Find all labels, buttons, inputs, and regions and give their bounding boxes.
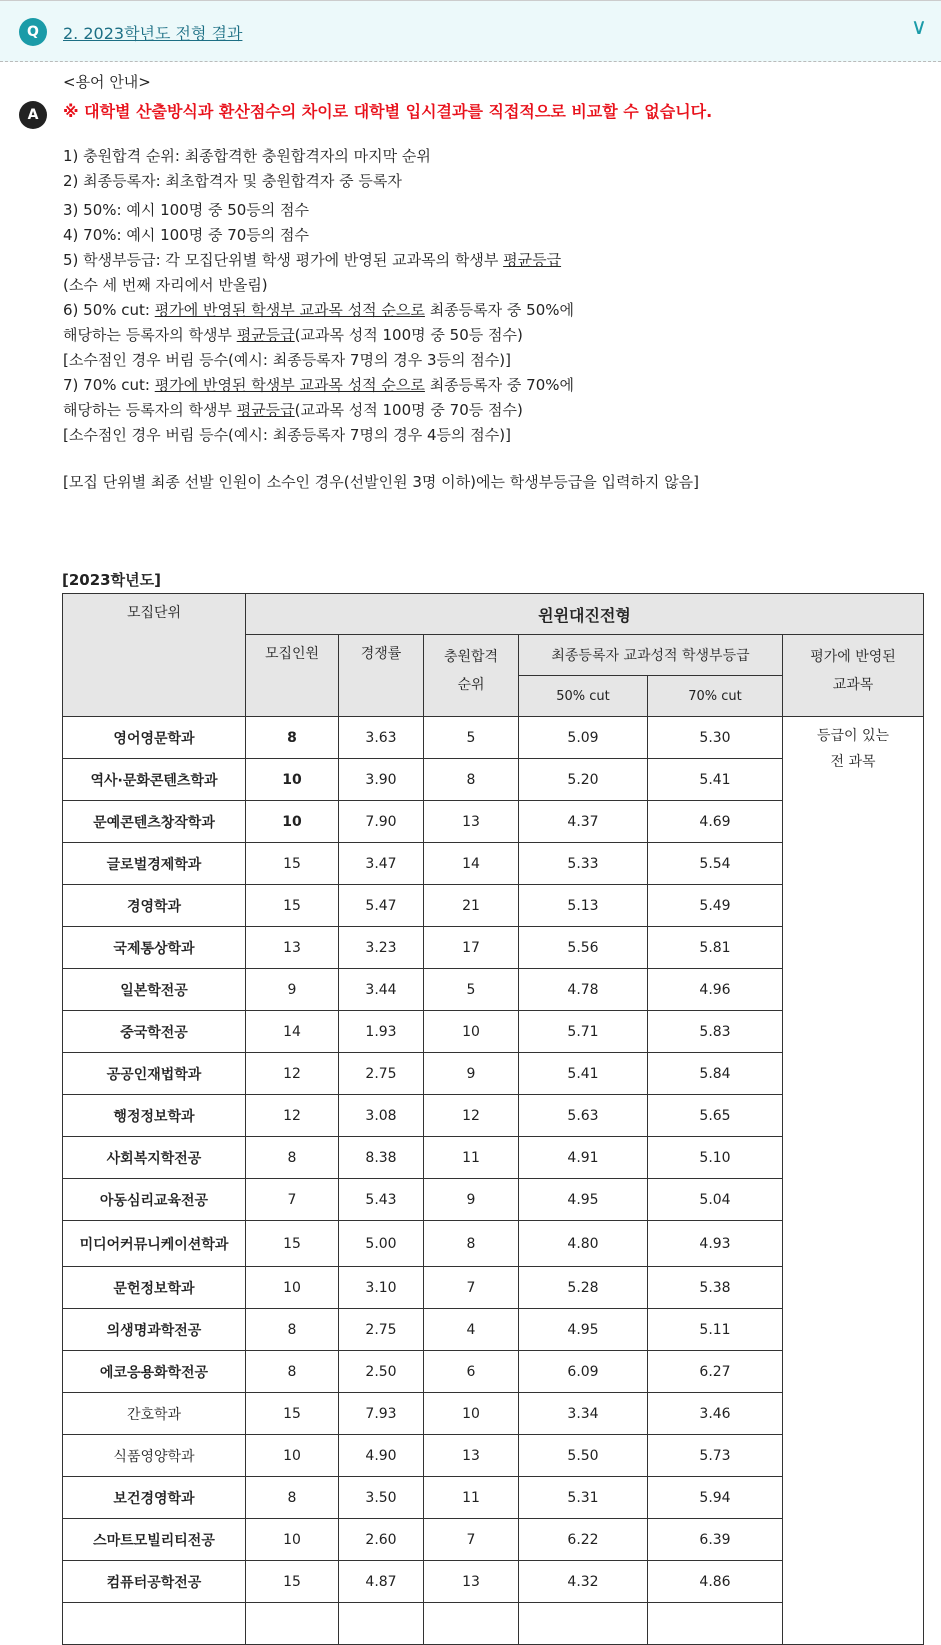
cut50-cell: 6.22 [519, 1519, 648, 1561]
rank-cell: 13 [424, 1561, 519, 1603]
unit-cell: 문헌정보학과 [63, 1267, 246, 1309]
count-cell: 10 [246, 801, 339, 843]
rank-cell: 13 [424, 801, 519, 843]
t: 해당하는 등록자의 학생부 [63, 326, 237, 344]
question-title-link[interactable]: 2. 2023학년도 전형 결과 [63, 24, 243, 43]
count-cell: 10 [246, 1519, 339, 1561]
count-cell: 9 [246, 969, 339, 1011]
cut70-cell: 3.46 [648, 1393, 783, 1435]
rank-cell: 11 [424, 1477, 519, 1519]
cut50-cell [519, 1603, 648, 1645]
t: 최종등록자 중 50%에 [424, 301, 574, 319]
t: 7) 70% cut: [63, 376, 155, 394]
rate-cell: 3.50 [339, 1477, 424, 1519]
th-unit: 모집단위 [63, 594, 246, 717]
unit-cell: 사회복지학전공 [63, 1137, 246, 1179]
cut70-cell: 5.84 [648, 1053, 783, 1095]
count-cell: 12 [246, 1053, 339, 1095]
cut50-cell: 5.41 [519, 1053, 648, 1095]
subject-cell [783, 717, 924, 1645]
cut70-cell: 5.81 [648, 927, 783, 969]
cut50-cell: 5.63 [519, 1095, 648, 1137]
cut70-cell [648, 1603, 783, 1645]
rate-cell: 1.93 [339, 1011, 424, 1053]
unit-cell: 일본학전공 [63, 969, 246, 1011]
line: 1) 충원합격 순위: 최종합격한 충원합격자의 마지막 순위 [63, 147, 431, 165]
cut70-cell: 4.93 [648, 1221, 783, 1267]
rate-cell: 2.75 [339, 1309, 424, 1351]
table-row [63, 717, 924, 759]
cut70-cell: 4.96 [648, 969, 783, 1011]
cut50-cell: 4.95 [519, 1309, 648, 1351]
rate-cell: 2.75 [339, 1053, 424, 1095]
rate-cell: 3.90 [339, 759, 424, 801]
cut50-cell: 5.20 [519, 759, 648, 801]
rank-cell: 12 [424, 1095, 519, 1137]
cut70-cell: 5.04 [648, 1179, 783, 1221]
rate-cell: 2.60 [339, 1519, 424, 1561]
count-cell: 10 [246, 1267, 339, 1309]
count-cell: 8 [246, 1309, 339, 1351]
cut70-cell: 5.11 [648, 1309, 783, 1351]
unit-cell: 보건경영학과 [63, 1477, 246, 1519]
line: 2) 최종등록자: 최초합격자 및 충원합격자 중 등록자 [63, 172, 402, 190]
count-cell: 15 [246, 1221, 339, 1267]
t: 등급이 있는 [816, 728, 890, 744]
line [63, 298, 923, 323]
chevron-down-icon[interactable]: ∨ [910, 15, 927, 40]
rank-cell: 5 [424, 969, 519, 1011]
t: 평균등급 [236, 326, 295, 344]
unit-cell: 경영학과 [63, 885, 246, 927]
rank-cell: 7 [424, 1519, 519, 1561]
unit-cell: 아동심리교육전공 [63, 1179, 246, 1221]
unit-cell: 중국학전공 [63, 1011, 246, 1053]
th-rate: 경쟁률 [339, 635, 424, 717]
rate-cell: 3.08 [339, 1095, 424, 1137]
t: 해당하는 등록자의 학생부 [63, 401, 237, 419]
rate-cell: 4.87 [339, 1561, 424, 1603]
rate-cell: 5.47 [339, 885, 424, 927]
rank-cell: 4 [424, 1309, 519, 1351]
line: [소수점인 경우 버림 등수(예시: 최종등록자 7명의 경우 3등의 점수)] [63, 351, 511, 369]
table-caption: [2023학년도] [62, 571, 161, 589]
intro: <용어 안내> [63, 73, 151, 91]
rank-cell: 17 [424, 927, 519, 969]
rate-cell [339, 1603, 424, 1645]
th-count: 모집인원 [246, 635, 339, 717]
rate-cell: 3.10 [339, 1267, 424, 1309]
count-cell: 15 [246, 843, 339, 885]
count-cell: 13 [246, 927, 339, 969]
cut50-cell: 4.32 [519, 1561, 648, 1603]
th-50cut: 50% cut [519, 676, 648, 717]
cut70-cell: 6.27 [648, 1351, 783, 1393]
t: 최종등록자 중 70%에 [424, 376, 574, 394]
t: 순위 [457, 677, 485, 693]
count-cell: 8 [246, 1351, 339, 1393]
cut50-cell: 4.95 [519, 1179, 648, 1221]
cut70-cell: 5.49 [648, 885, 783, 927]
rank-cell: 8 [424, 1221, 519, 1267]
cut50-cell: 5.71 [519, 1011, 648, 1053]
count-cell: 10 [246, 759, 339, 801]
rate-cell: 3.44 [339, 969, 424, 1011]
cut50-cell: 3.34 [519, 1393, 648, 1435]
rank-cell: 10 [424, 1011, 519, 1053]
line: 3) 50%: 예시 100명 중 50등의 점수 [63, 201, 310, 219]
rank-cell: 7 [424, 1267, 519, 1309]
t: 5) 학생부등급: 각 모집단위별 학생 평가에 반영된 교과목의 학생부 [63, 251, 504, 269]
rate-cell: 5.43 [339, 1179, 424, 1221]
cut70-cell: 5.83 [648, 1011, 783, 1053]
rank-cell: 9 [424, 1053, 519, 1095]
cut50-cell: 5.09 [519, 717, 648, 759]
unit-cell [63, 1603, 246, 1645]
t: (교과목 성적 100명 중 50등 점수) [294, 326, 523, 344]
count-cell: 8 [246, 717, 339, 759]
unit-cell: 식품영양학과 [63, 1435, 246, 1477]
rate-cell: 3.47 [339, 843, 424, 885]
q-badge: Q [19, 18, 47, 46]
line [63, 323, 923, 348]
cut50-cell: 4.78 [519, 969, 648, 1011]
t: 충원합격 [443, 649, 499, 665]
th-grade: 최종등록자 교과성적 학생부등급 [519, 635, 783, 676]
rate-cell: 4.90 [339, 1435, 424, 1477]
unit-cell: 역사·문화콘텐츠학과 [63, 759, 246, 801]
th-group: 윈윈대진전형 [246, 594, 924, 635]
th-subject [783, 635, 924, 717]
cut50-cell: 5.28 [519, 1267, 648, 1309]
count-cell: 8 [246, 1477, 339, 1519]
th-rank [424, 635, 519, 717]
cut70-cell: 5.73 [648, 1435, 783, 1477]
note: [모집 단위별 최종 선발 인원이 소수인 경우(선발인원 3명 이하)에는 학생부등급을 입력하지 않음] [63, 473, 700, 491]
t: 평가에 반영된 [810, 649, 896, 665]
t: 평가에 반영된 학생부 교과목 성적 순으로 [154, 301, 425, 319]
unit-cell: 영어영문학과 [63, 717, 246, 759]
t: 평균등급 [503, 251, 562, 269]
t: 6) 50% cut: [63, 301, 155, 319]
count-cell: 10 [246, 1435, 339, 1477]
cut70-cell: 5.54 [648, 843, 783, 885]
answer-body [63, 70, 923, 495]
results-table [62, 593, 924, 1645]
count-cell: 7 [246, 1179, 339, 1221]
rank-cell: 11 [424, 1137, 519, 1179]
cut70-cell: 5.10 [648, 1137, 783, 1179]
cut50-cell: 4.80 [519, 1221, 648, 1267]
rank-cell: 14 [424, 843, 519, 885]
cut50-cell: 4.37 [519, 801, 648, 843]
rate-cell: 8.38 [339, 1137, 424, 1179]
line: (소수 세 번째 자리에서 반올림) [63, 276, 268, 294]
line: [소수점인 경우 버림 등수(예시: 최종등록자 7명의 경우 4등의 점수)] [63, 426, 511, 444]
warning-text: ※ 대학별 산출방식과 환산점수의 차이로 대학별 입시결과를 직접적으로 비교할 수 없습니다. [63, 102, 713, 121]
unit-cell: 국제통상학과 [63, 927, 246, 969]
th-70cut: 70% cut [648, 676, 783, 717]
line [63, 398, 923, 423]
question-header[interactable] [0, 0, 941, 62]
cut50-cell: 4.91 [519, 1137, 648, 1179]
cut70-cell: 4.86 [648, 1561, 783, 1603]
cut50-cell: 5.13 [519, 885, 648, 927]
cut70-cell: 5.94 [648, 1477, 783, 1519]
a-badge: A [19, 101, 47, 129]
rate-cell: 3.23 [339, 927, 424, 969]
t: (교과목 성적 100명 중 70등 점수) [294, 401, 523, 419]
line [63, 248, 923, 273]
unit-cell: 에코응용화학전공 [63, 1351, 246, 1393]
rank-cell: 6 [424, 1351, 519, 1393]
unit-cell: 행정정보학과 [63, 1095, 246, 1137]
unit-cell: 컴퓨터공학전공 [63, 1561, 246, 1603]
rank-cell: 9 [424, 1179, 519, 1221]
unit-cell: 간호학과 [63, 1393, 246, 1435]
cut50-cell: 5.31 [519, 1477, 648, 1519]
t: 전 과목 [830, 754, 876, 770]
count-cell: 15 [246, 1393, 339, 1435]
line: 4) 70%: 예시 100명 중 70등의 점수 [63, 226, 310, 244]
unit-cell: 의생명과학전공 [63, 1309, 246, 1351]
t: 평균등급 [236, 401, 295, 419]
cut70-cell: 5.30 [648, 717, 783, 759]
unit-cell: 문예콘텐츠창작학과 [63, 801, 246, 843]
cut70-cell: 5.38 [648, 1267, 783, 1309]
line [63, 373, 923, 398]
unit-cell: 공공인재법학과 [63, 1053, 246, 1095]
unit-cell: 스마트모빌리티전공 [63, 1519, 246, 1561]
cut70-cell: 6.39 [648, 1519, 783, 1561]
rate-cell: 2.50 [339, 1351, 424, 1393]
rate-cell: 5.00 [339, 1221, 424, 1267]
count-cell: 15 [246, 885, 339, 927]
rate-cell: 7.90 [339, 801, 424, 843]
count-cell: 12 [246, 1095, 339, 1137]
cut50-cell: 5.56 [519, 927, 648, 969]
count-cell: 14 [246, 1011, 339, 1053]
cut70-cell: 4.69 [648, 801, 783, 843]
rank-cell: 8 [424, 759, 519, 801]
rate-cell: 7.93 [339, 1393, 424, 1435]
rate-cell: 3.63 [339, 717, 424, 759]
cut50-cell: 5.33 [519, 843, 648, 885]
rank-cell: 21 [424, 885, 519, 927]
cut70-cell: 5.41 [648, 759, 783, 801]
rank-cell [424, 1603, 519, 1645]
count-cell [246, 1603, 339, 1645]
unit-cell: 미디어커뮤니케이션학과 [63, 1221, 246, 1267]
t: 교과목 [832, 677, 874, 693]
rank-cell: 13 [424, 1435, 519, 1477]
rank-cell: 10 [424, 1393, 519, 1435]
cut70-cell: 5.65 [648, 1095, 783, 1137]
t: 평가에 반영된 학생부 교과목 성적 순으로 [154, 376, 425, 394]
unit-cell: 글로벌경제학과 [63, 843, 246, 885]
count-cell: 15 [246, 1561, 339, 1603]
rank-cell: 5 [424, 717, 519, 759]
cut50-cell: 5.50 [519, 1435, 648, 1477]
count-cell: 8 [246, 1137, 339, 1179]
cut50-cell: 6.09 [519, 1351, 648, 1393]
